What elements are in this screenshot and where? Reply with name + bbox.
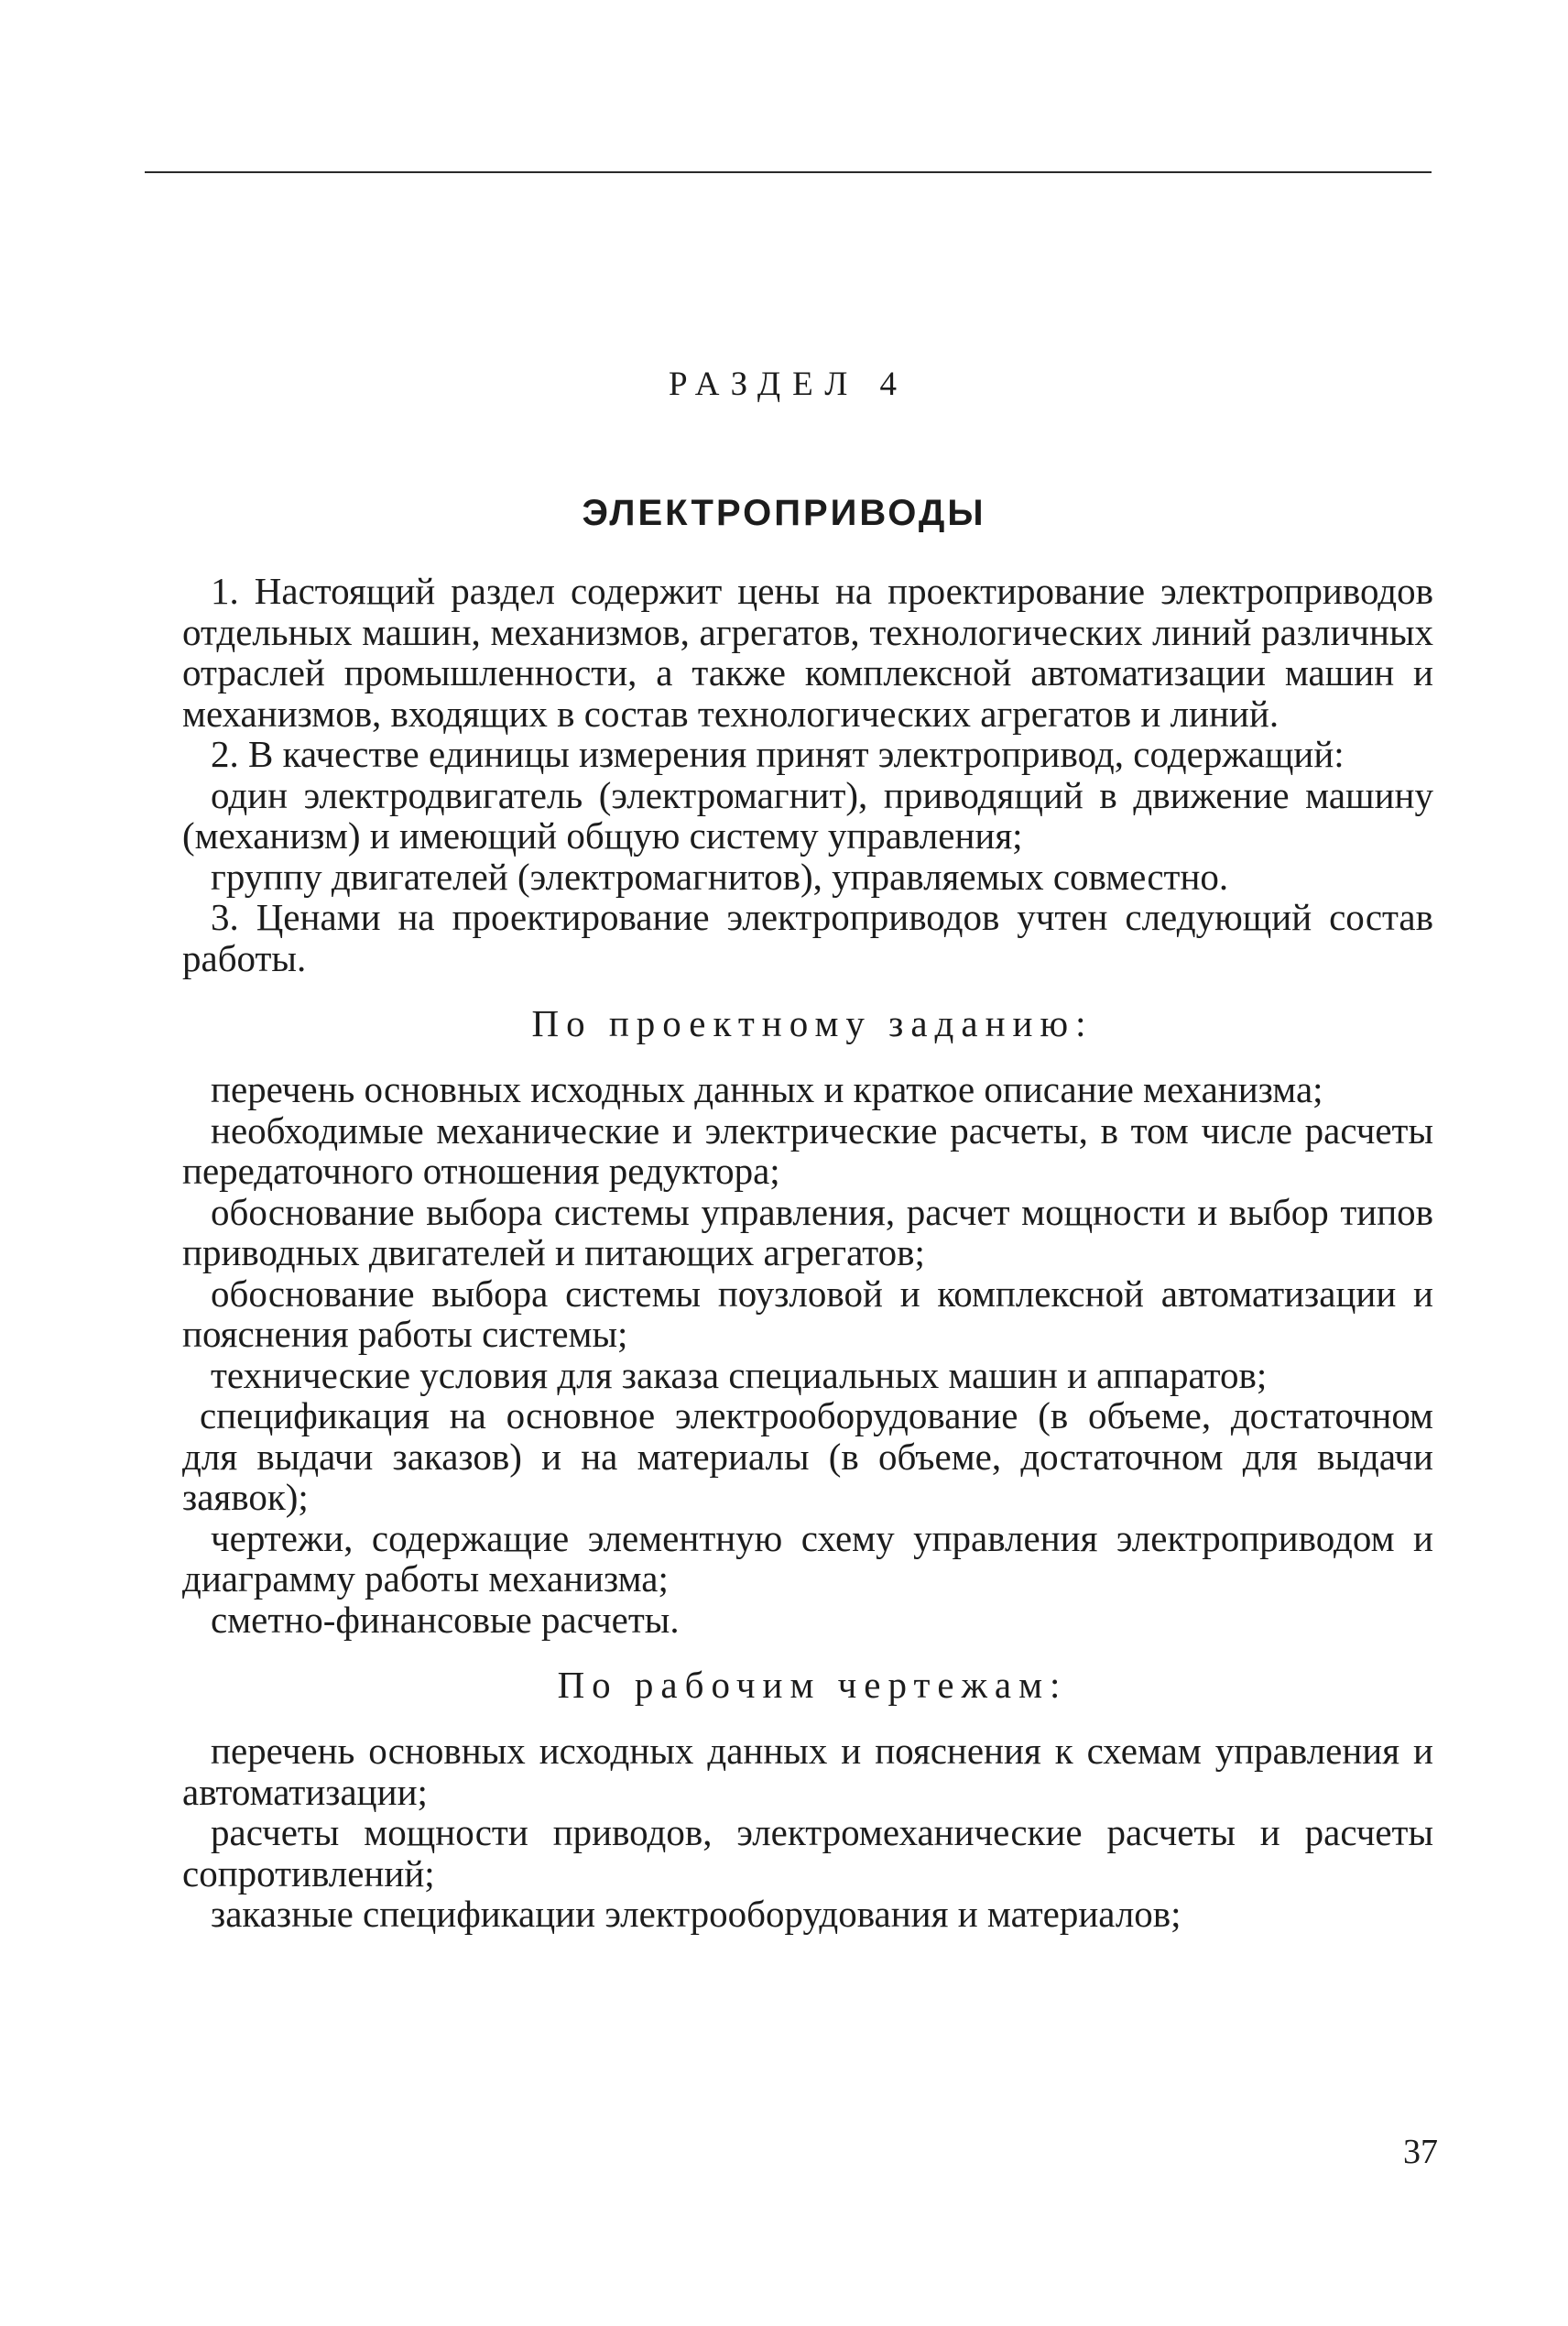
intro-paragraph-3: один электродвигатель (электромагнит), приводящий в движение машину (механизм) и имеющий общую систему управления; — [182, 773, 1433, 857]
list-item: обоснование выбора системы поузловой и комплексной автоматизации и пояснения работы системы; — [182, 1272, 1433, 1355]
list-item: перечень основных исходных данных и краткое описание механизма; — [211, 1068, 1323, 1110]
intro-paragraph-1: 1. Настоящий раздел содержит цены на проектирование электроприводов отдельных машин, механизмов, агрегатов, технологических линий различных отраслей промышленности, а также комплексной автоматизации машин и механизмов, входящих в состав технологических агрегатов и линий. — [182, 570, 1433, 735]
list-item: расчеты мощности приводов, электромеханические расчеты и расчеты сопротивлений; — [182, 1811, 1433, 1895]
page-number: 37 — [1403, 2133, 1438, 2171]
list-item: сметно-финансовые расчеты. — [211, 1598, 680, 1641]
list-item: чертежи, содержащие элементную схему управления электроприводом и диаграмму работы механизма; — [182, 1516, 1433, 1600]
section-label: РАЗДЕЛ 4 — [668, 366, 909, 403]
list-item: необходимые механические и электрические расчеты, в том числе расчеты передаточного отношения редуктора; — [182, 1108, 1433, 1192]
list-item: спецификация на основное электрооборудование (в объеме, достаточном для выдачи заказов) и на материалы (в объеме, достаточном для выдачи заявок); — [182, 1394, 1433, 1518]
document-body — [182, 571, 1433, 1935]
list-item: заказные спецификации электрооборудования и материалов; — [211, 1893, 1181, 1935]
intro-paragraph-4: группу двигателей (электромагнитов), управляемых совместно. — [211, 855, 1229, 898]
top-rule — [145, 171, 1432, 173]
project-stage-heading: По проектному заданию: — [531, 1002, 1094, 1044]
list-item: перечень основных исходных данных и пояснения к схемам управления и автоматизации; — [182, 1730, 1433, 1813]
page-title: ЭЛЕКТРОПРИВОДЫ — [582, 493, 986, 533]
list-item: технические условия для заказа специальных машин и аппаратов; — [211, 1353, 1268, 1396]
intro-paragraph-2: 2. В качестве единицы измерения принят электропривод, содержащий: — [211, 733, 1345, 775]
intro-paragraph-5: 3. Ценами на проектирование электроприводов учтен следующий состав работы. — [182, 896, 1433, 979]
working-drawings-heading: По рабочим чертежам: — [557, 1664, 1068, 1706]
list-item: обоснование выбора системы управления, расчет мощности и выбор типов приводных двигателей и питающих агрегатов; — [182, 1190, 1433, 1273]
